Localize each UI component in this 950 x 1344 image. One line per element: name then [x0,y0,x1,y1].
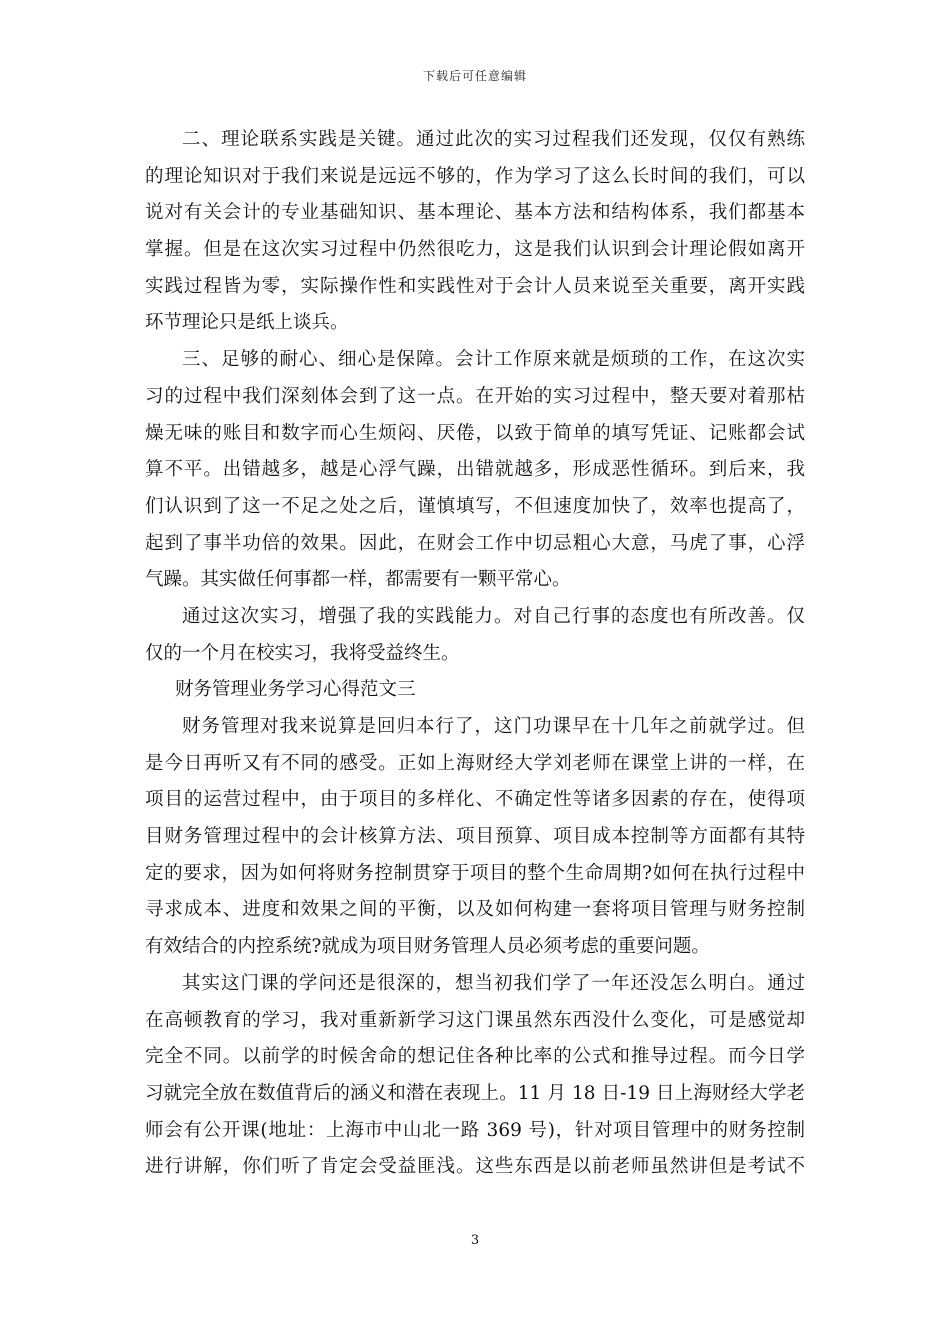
text-line: 起到了事半功倍的效果。因此，在财会工作中切忌粗心大意，马虎了事，心浮 [145,532,805,554]
text-line: 仅的一个月在校实习，我将受益终生。 [145,642,460,664]
text-line: 二、理论联系实践是关键。通过此次的实习过程我们还发现，仅仅有熟练 [182,129,805,150]
paragraph [145,966,805,1186]
text-line: 其实这门课的学问还是很深的，想当初我们学了一年还没怎么明白。通过 [182,972,805,994]
text-line: 项目的运营过程中，由于项目的多样化、不确定性等诸多因素的存在，使得项 [145,789,805,811]
text-line: 说对有关会计的专业基础知识、基本理论、基本方法和结构体系，我们都基本 [145,202,805,224]
text-line: 三、足够的耐心、细心是保障。会计工作原来就是烦琐的工作，在这次实 [182,349,805,371]
text-line: 燥无味的账目和数字而心生烦闷、厌倦，以致于简单的填写凭证、记账都会试 [145,422,805,444]
text-line: 进行讲解，你们听了肯定会受益匪浅。这些东西是以前老师虽然讲但是考试不 [145,1156,805,1178]
text-line: 完全不同。以前学的时候舍命的想记住各种比率的公式和推导过程。而今日学 [145,1046,805,1068]
text-line: 是今日再听又有不同的感受。正如上海财经大学刘老师在课堂上讲的一样，在 [145,752,805,774]
document-body [145,122,805,1186]
text-line: 寻求成本、进度和效果之间的平衡，以及如何构建一套将项目管理与财务控制 [145,899,805,921]
text-line: 实践过程皆为零，实际操作性和实践性对于会计人员来说至关重要，离开实践 [145,275,805,297]
paragraph [145,599,805,672]
text-line: 们认识到了这一不足之处之后，谨慎填写，不但速度加快了，效率也提高了， [145,495,805,517]
text-line: 习的过程中我们深刻体会到了这一点。在开始的实习过程中，整天要对着那枯 [145,385,805,407]
text-line: 算不平。出错越多，越是心浮气躁，出错就越多，形成恶性循环。到后来，我 [145,459,805,481]
text-line: 在高顿教育的学习，我对重新新学习这门课虽然东西没什么变化，可是感觉却 [145,1009,805,1031]
text-line: 财务管理业务学习心得范文三 [175,679,416,701]
text-line: 有效结合的内控系统?就成为项目财务管理人员必须考虑的重要问题。 [145,936,710,958]
paragraph [145,342,805,599]
text-line: 气躁。其实做任何事都一样，都需要有一颗平常心。 [145,569,571,591]
text-line: 环节理论只是纸上谈兵。 [145,312,349,334]
paragraph [145,709,805,966]
text-line: 定的要求，因为如何将财务控制贯穿于项目的整个生命周期?如何在执行过程中 [145,862,805,884]
page-number: 3 [470,1233,480,1248]
page-header: 下载后可任意编辑 [422,69,527,83]
section-heading [145,672,805,709]
text-line: 的理论知识对于我们来说是远远不够的，作为学习了这么长时间的我们，可以 [145,165,805,187]
text-line: 掌握。但是在这次实习过程中仍然很吃力，这是我们认识到会计理论假如离开 [145,239,805,261]
text-line: 师会有公开课(地址：上海市中山北一路 369 号)，针对项目管理中的财务控制 [145,1119,805,1141]
text-line: 习就完全放在数值背后的涵义和潜在表现上。11 月 18 日-19 日上海财经大学老 [145,1082,805,1104]
paragraph [145,122,805,342]
text-line: 财务管理对我来说算是回归本行了，这门功课早在十几年之前就学过。但 [182,716,805,737]
text-line: 目财务管理过程中的会计核算方法、项目预算、项目成本控制等方面都有其特 [145,826,805,848]
text-line: 通过这次实习，增强了我的实践能力。对自己行事的态度也有所改善。仅 [182,605,805,627]
